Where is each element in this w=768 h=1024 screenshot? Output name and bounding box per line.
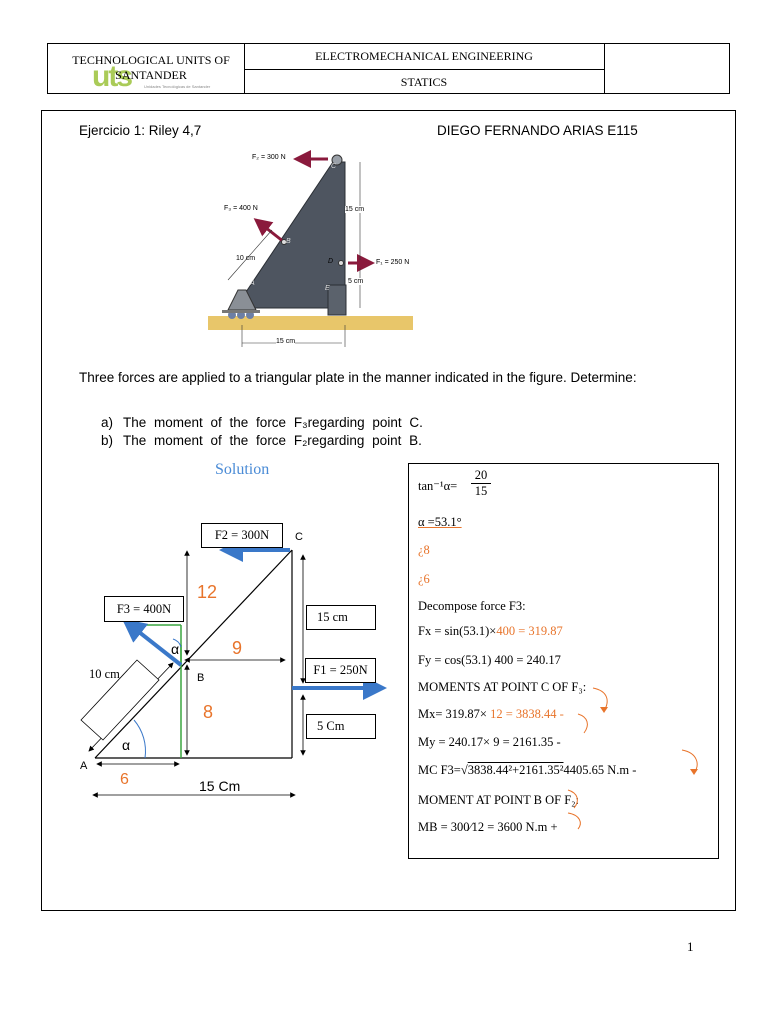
moments-c-heading: MOMENTS AT POINT C OF F₃: [418, 680, 587, 694]
tan-numerator: 20 [471, 468, 491, 484]
item-a: The moment of the force F₃regarding point C. [123, 415, 423, 430]
mc-result: 4405.65 N.m - [563, 763, 637, 777]
tan-lhs: tan⁻¹α= [418, 479, 458, 493]
diagram-f2-box [201, 523, 283, 548]
item-b: The moment of the force F₂regarding point B. [123, 433, 422, 448]
fig-dim-5cm: 5 cm [348, 278, 364, 285]
mb-line: MB = 300⁄12 = 3600 N.m + [418, 820, 558, 834]
problem-statement: Three forces are applied to a triangular plate in the manner indicated in the figure. Determine: [79, 370, 637, 385]
mc-radicand: 3838.44²+2161.35² [467, 763, 564, 777]
diagram-5cm-box [306, 714, 376, 739]
fy-line: Fy = cos(53.1) 400 = 240.17 [418, 653, 561, 667]
fx-expr: Fx = sin(53.1)× [418, 624, 497, 638]
diagram-num-9: 9 [232, 638, 243, 658]
page-number: 1 [687, 939, 694, 954]
course-name: STATICS [400, 75, 448, 89]
uts-logo: uts Unidades Tecnológicas de Santander [92, 60, 211, 93]
diagram-f1-label: F1 = 250N [313, 663, 368, 677]
diagram-point-b: B [197, 672, 205, 684]
solution-title: Solution [215, 461, 270, 478]
exercise-title: Ejercicio 1: Riley 4,7 [79, 123, 202, 138]
placeholder-8: ¿8 [418, 543, 430, 557]
diagram-f3-box [104, 596, 184, 622]
fig-f3-label: F₃ = 400 N [224, 205, 258, 212]
diagram-num-8: 8 [203, 702, 214, 722]
tan-denominator: 15 [474, 484, 488, 498]
item-a-prefix: a) [101, 415, 114, 430]
fig-point-d: D [328, 258, 334, 265]
diagram-10cm-label: 10 cm [89, 667, 120, 681]
diagram-base-15cm: 15 Cm [199, 778, 241, 794]
diagram-f1-box [305, 658, 376, 683]
fig-dim-15cm-horizontal: 15 cm [276, 338, 296, 345]
fx-result: 400 = 319.87 [496, 624, 563, 638]
diagram-alpha-top: α [171, 641, 180, 657]
fig-dim-15cm-vertical: 15 cm [345, 206, 365, 213]
decompose-heading: Decompose force F3: [418, 599, 526, 613]
diagram-15cm-box [306, 605, 376, 630]
diagram-num-12: 12 [197, 582, 218, 602]
diagram-f2-label: F2 = 300N [214, 528, 270, 542]
diagram-15cm-label: 15 cm [317, 610, 348, 624]
fig-dim-10cm: 10 cm [236, 255, 256, 262]
mx-expr: Mx= 319.87× [418, 707, 487, 721]
diagram-num-6: 6 [120, 771, 129, 788]
item-b-prefix: b) [101, 433, 114, 448]
program-name: ELECTROMECHANICAL ENGINEERING [315, 49, 533, 63]
diagram-5cm-label: 5 Cm [317, 719, 345, 733]
diagram-point-a: A [80, 760, 88, 772]
hypotenuse [95, 550, 292, 758]
fig-point-a: A [250, 280, 255, 287]
orange-annotations [408, 463, 719, 859]
author-name: DIEGO FERNANDO ARIAS E115 [437, 123, 638, 138]
diagram-point-c: C [295, 531, 303, 543]
force-f3-arrow [256, 220, 284, 242]
fig-point-c: C [331, 163, 337, 170]
moment-b-heading: MOMENT AT POINT B OF F₂: [418, 793, 579, 807]
fig-point-b: B [286, 238, 291, 245]
alpha-text: α =53.1° [418, 515, 462, 529]
institution-name: TECHNOLOGICAL UNITS OF SANTANDER [72, 53, 230, 82]
placeholder-6: ¿6 [418, 572, 430, 586]
diagram-f3-label: F3 = 400N [116, 601, 172, 616]
fig-point-e: E [325, 285, 330, 292]
my-line: My = 240.17× 9 = 2161.35 - [418, 735, 561, 749]
mc-expr: MC F3=√ [418, 763, 468, 777]
textbook-figure [200, 150, 430, 355]
diagram-alpha-bottom: α [122, 737, 131, 753]
fig-f2-label: F₂ = 300 N [252, 154, 286, 161]
mx-result: 12 = 3838.44 - [490, 707, 564, 721]
fig-f1-label: F₁ = 250 N [376, 259, 410, 266]
